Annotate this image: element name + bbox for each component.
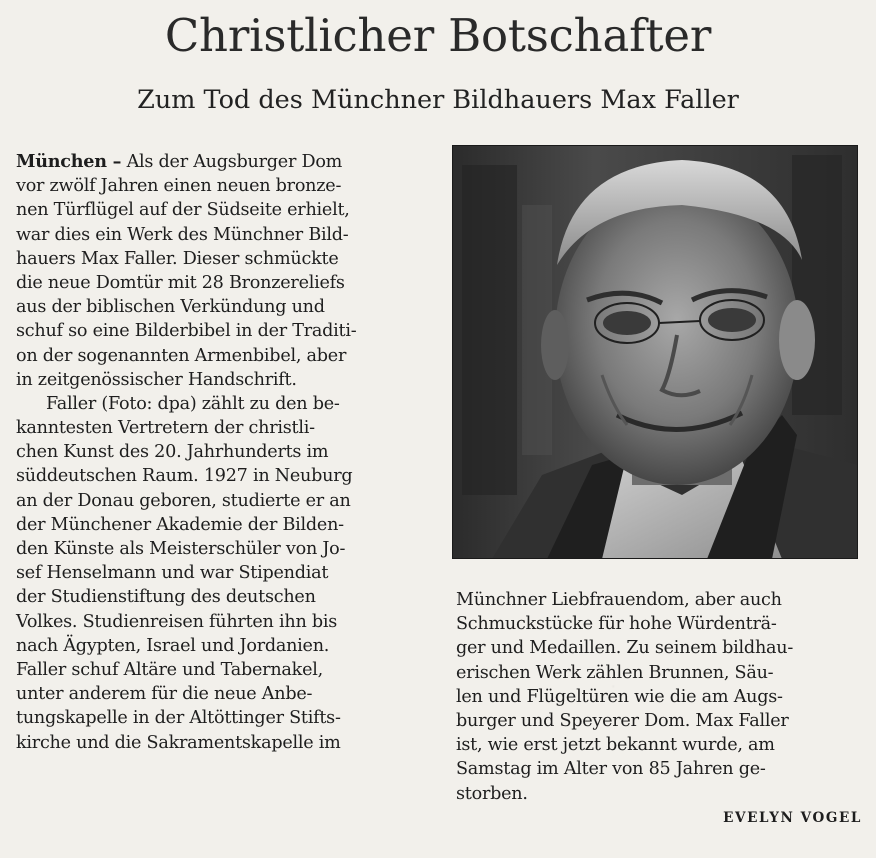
article-line: Faller schuf Altäre und Tabernakel,	[16, 659, 323, 680]
article-line: Münchner Liebfrauendom, aber auch	[456, 590, 782, 610]
portrait-image	[452, 145, 858, 559]
article-line: Schmuckstücke für hohe Würdenträ-	[456, 614, 777, 635]
article-line: aus der biblischen Verkündung und	[16, 297, 325, 318]
article-line: sef Henselmann und war Stipendiat	[16, 563, 329, 584]
article-line: ist, wie erst jetzt bekannt wurde, am	[456, 735, 775, 756]
article-line: storben.	[456, 783, 528, 804]
article-line: on der sogenannten Armenbibel, aber	[16, 345, 347, 366]
article-line: süddeutschen Raum. 1927 in Neuburg	[16, 466, 353, 487]
article-line: unter anderem für die neue Anbe-	[16, 684, 313, 705]
article-line: vor zwölf Jahren einen neuen bronze-	[16, 176, 342, 197]
article-line: schuf so eine Bilderbibel in der Traditi-	[16, 321, 357, 342]
article-line: burger und Speyerer Dom. Max Faller	[456, 710, 789, 731]
article-line: nen Türflügel auf der Südseite erhielt,	[16, 200, 350, 221]
article-column-left	[16, 150, 436, 755]
article-column-right	[456, 588, 860, 806]
article-line: len und Flügeltüren wie die am Augs-	[456, 686, 783, 707]
article-line: die neue Domtür mit 28 Bronzereliefs	[16, 272, 345, 293]
article-line: tungskapelle in der Altöttinger Stifts-	[16, 708, 341, 729]
article-line: war dies ein Werk des Münchner Bild-	[16, 224, 349, 245]
author-byline: EVELYN VOGEL	[723, 810, 862, 826]
article-line: den Künste als Meisterschüler von Jo-	[16, 539, 346, 559]
article-line: an der Donau geboren, studierte er an	[16, 490, 351, 511]
article-line: Samstag im Alter von 85 Jahren ge-	[456, 759, 766, 780]
article-line: der Münchener Akademie der Bilden-	[16, 514, 344, 535]
article-line: nach Ägypten, Israel und Jordanien.	[16, 635, 330, 656]
portrait-photo	[452, 145, 858, 559]
article-line: hauers Max Faller. Dieser schmückte	[16, 248, 339, 269]
headline: Christlicher Botschafter	[164, 9, 712, 62]
article-line: München – Als der Augsburger Dom	[16, 151, 343, 172]
article-line: chen Kunst des 20. Jahrhunderts im	[16, 442, 329, 463]
subheadline: Zum Tod des Münchner Bildhauers Max Faller	[137, 85, 739, 115]
article-line: in zeitgenössischer Handschrift.	[16, 369, 297, 390]
dateline: München –	[16, 151, 122, 172]
article-line: Faller (Foto: dpa) zählt zu den be-	[46, 393, 340, 414]
article-line: erischen Werk zählen Brunnen, Säu-	[456, 662, 774, 683]
article-line: Volkes. Studienreisen führten ihn bis	[16, 611, 338, 632]
article-line: der Studienstiftung des deutschen	[16, 587, 316, 608]
article-line: kanntesten Vertretern der christli-	[16, 418, 315, 439]
article-line: kirche und die Sakramentskapelle im	[16, 732, 341, 753]
article-line: ger und Medaillen. Zu seinem bildhau-	[456, 638, 794, 659]
